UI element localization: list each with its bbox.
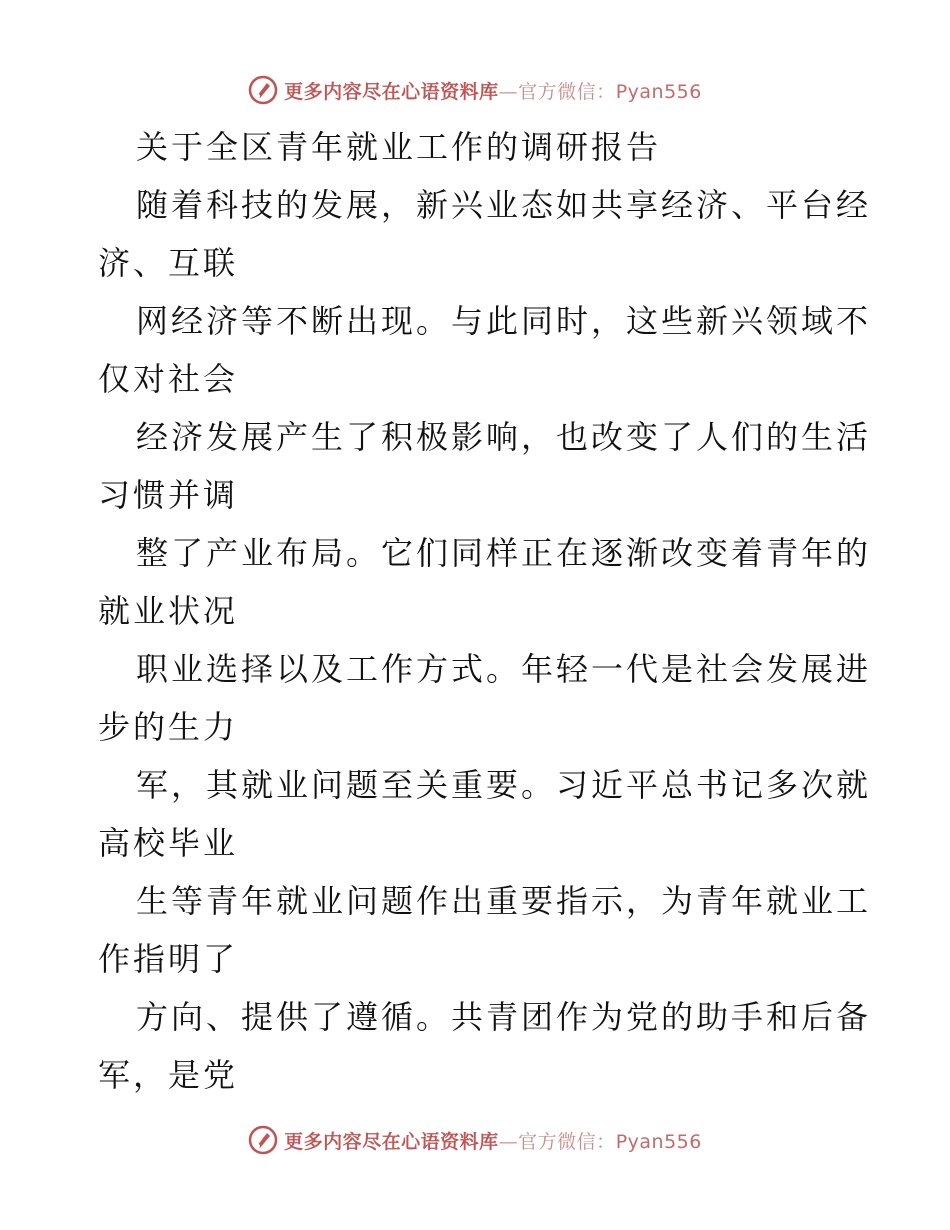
watermark-label: 官方微信： (518, 1130, 616, 1153)
footer-watermark (0, 1120, 950, 1160)
text-line: 生等青年就业问题作出重要指示，为青年就业工 (136, 882, 872, 920)
document-title: 关于全区青年就业工作的调研报告 (136, 128, 662, 166)
text-line: 作指明了 (98, 940, 239, 978)
pen-nib-icon (248, 1125, 278, 1155)
header-watermark (0, 70, 950, 110)
watermark-dash: — (498, 80, 519, 103)
pen-nib-icon (248, 75, 278, 105)
watermark-dash: — (498, 1130, 519, 1153)
text-line: 就业状况 (98, 592, 239, 630)
text-line: 网经济等不断出现。与此同时，这些新兴领域不 (136, 302, 872, 340)
watermark-brand: 更多内容尽在心语资料库 (284, 1130, 499, 1153)
text-line: 济、互联 (98, 244, 239, 282)
watermark-brand: 更多内容尽在心语资料库 (284, 80, 499, 103)
text-line: 方向、提供了遵循。共青团作为党的助手和后备 (136, 998, 872, 1036)
text-line: 经济发展产生了积极影响，也改变了人们的生活 (136, 418, 872, 456)
text-line: 军，是党 (98, 1056, 239, 1094)
document-body (98, 118, 872, 1104)
text-line: 军，其就业问题至关重要。习近平总书记多次就 (136, 766, 872, 804)
watermark-id: Pyan556 (615, 80, 702, 103)
text-line: 随着科技的发展，新兴业态如共享经济、平台经 (136, 186, 872, 224)
text-line: 职业选择以及工作方式。年轻一代是社会发展进 (136, 650, 872, 688)
watermark-label: 官方微信： (518, 80, 616, 103)
text-line: 习惯并调 (98, 476, 239, 514)
text-line: 步的生力 (98, 708, 239, 746)
text-line: 整了产业布局。它们同样正在逐渐改变着青年的 (136, 534, 872, 572)
text-line: 高校毕业 (98, 824, 239, 862)
watermark-id: Pyan556 (615, 1130, 702, 1153)
text-line: 仅对社会 (98, 360, 239, 398)
